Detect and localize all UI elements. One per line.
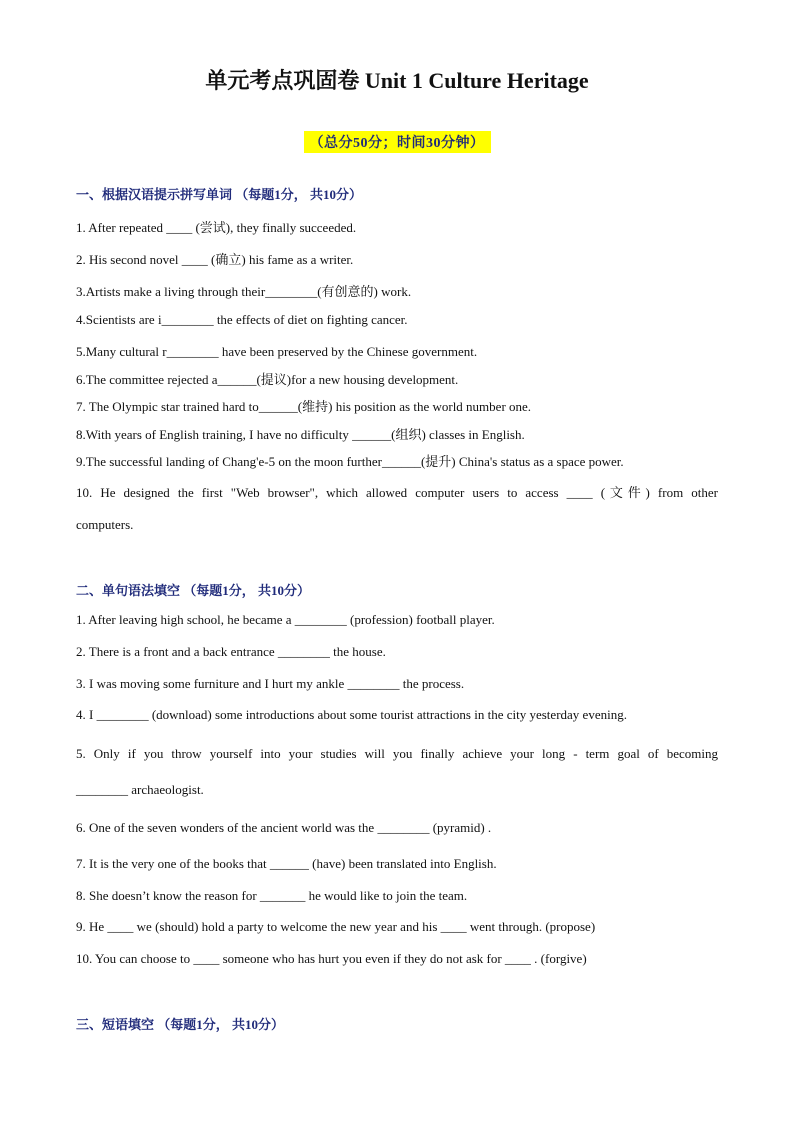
section-2-heading: 二、单句语法填空 （每题1分， 共10分） (76, 583, 311, 598)
question-2-10: 10. You can choose to ____ someone who has hurt you even if they do not ask for ____ . (forgive) (76, 951, 587, 966)
question-1-6: 6.The committee rejected a______(提议)for a new housing development. (76, 372, 459, 387)
question-1-9: 9.The successful landing of Chang'e-5 on the moon further______(提升) China's status as a space power. (76, 454, 624, 469)
question-1-8: 8.With years of English training, I have no difficulty ______(组织) classes in English. (76, 427, 525, 442)
question-1-5: 5.Many cultural r________ have been preserved by the Chinese government. (76, 344, 478, 359)
question-1-10: 10. He designed the first "Web browser", which allowed computer users to access ____ (文件) from other (76, 485, 718, 500)
question-1-1: 1. After repeated ____ (尝试), they finally succeeded. (76, 220, 357, 235)
section-3-heading: 三、短语填空 （每题1分， 共10分） (76, 1017, 285, 1032)
question-2-6: 6. One of the seven wonders of the ancient world was the ________ (pyramid) . (76, 820, 492, 835)
subtitle-row (0, 131, 794, 153)
question-1-10-continued: computers. (76, 517, 134, 532)
question-2-5-continued: ________ archaeologist. (76, 782, 204, 797)
question-1-2: 2. His second novel ____ (确立) his fame as a writer. (76, 252, 354, 267)
question-2-4: 4. I ________ (download) some introductions about some tourist attractions in the city yesterday evening. (76, 707, 627, 722)
question-2-5: 5. Only if you throw yourself into your studies will you finally achieve your long - term goal of becoming (76, 746, 718, 761)
page-title: 单元考点巩固卷 Unit 1 Culture Heritage (205, 68, 589, 93)
question-2-8: 8. She doesn’t know the reason for _______ he would like to join the team. (76, 888, 468, 903)
question-2-7: 7. It is the very one of the books that ______ (have) been translated into English. (76, 856, 497, 871)
question-1-7: 7. The Olympic star trained hard to______(维持) his position as the world number one. (76, 399, 532, 414)
question-2-9: 9. He ____ we (should) hold a party to welcome the new year and his ____ went through. (propose) (76, 919, 596, 934)
question-1-3: 3.Artists make a living through their________(有创意的) work. (76, 284, 412, 299)
section-1-heading: 一、根据汉语提示拼写单词 （每题1分， 共10分） (76, 187, 363, 202)
question-2-3: 3. I was moving some furniture and I hurt my ankle ________ the process. (76, 676, 465, 691)
question-2-2: 2. There is a front and a back entrance ________ the house. (76, 644, 386, 659)
score-time-note: （总分50分；时间30分钟） (304, 131, 491, 153)
question-2-1: 1. After leaving high school, he became a ________ (profession) football player. (76, 612, 495, 627)
question-1-4: 4.Scientists are i________ the effects of diet on fighting cancer. (76, 312, 408, 327)
